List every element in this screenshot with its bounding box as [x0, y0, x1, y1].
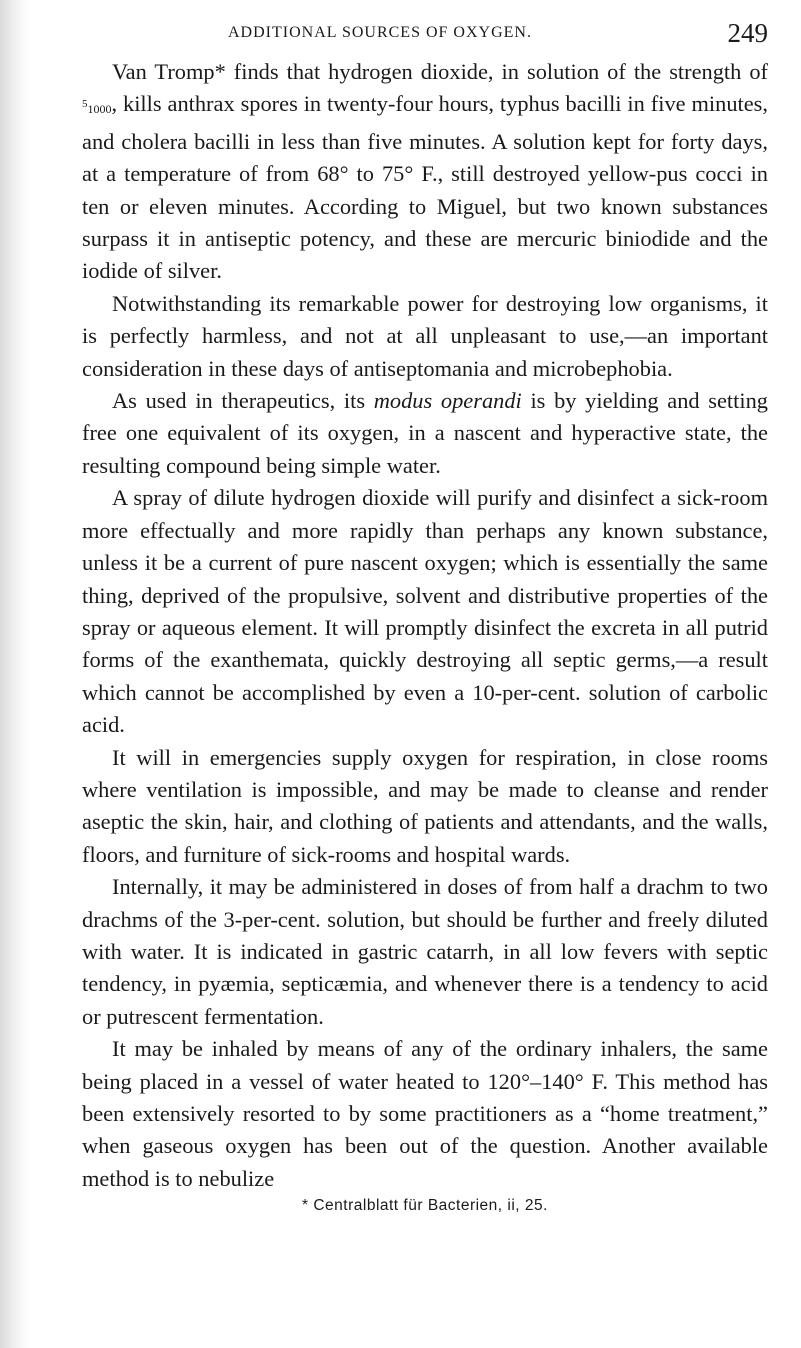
paragraph-1: Van Tromp* finds that hydrogen dioxide, in solution of the strength of $^5$1000, kills anthrax spores in twenty-four hours, typhus bacilli in five minutes, and cholera bacilli in less than five minutes. A solution kept for forty days, at a temperature of from 68° to 75° F., still destroyed yellow-pus cocci in ten or eleven minutes. According to Miguel, but two known substances surpass it in antiseptic potency, and these are mercuric biniodide and the iodide of silver. [82, 59, 768, 284]
paragraph-7: It may be inhaled by means of any of the ordinary inhalers, the same being placed in a vessel of water heated to 120°–140° F. This method has been extensively resorted to by some practitioners as a “home treatment,” when gaseous oxygen has been out of the question. Another available method is to nebulize [82, 1036, 768, 1191]
page-header [82, 10, 768, 56]
italic-phrase: modus operandi [373, 388, 522, 414]
paragraph-2: Notwithstanding its remarkable power for destroying low organisms, it is perfectly harmless, and not at all unpleasant to use,—an important consideration in these days of antiseptomania and microbephobia. [82, 290, 768, 381]
paragraph-4: A spray of dilute hydrogen dioxide will purify and disinfect a sick-room more effectually and more rapidly than perhaps any known substance, unless it be a current of pure nascent oxygen; which is essentially the same thing, deprived of the propulsive, solvent and distributive properties of the spray or aqueous element. It will promptly disinfect the excreta in all putrid forms of the exanthemata, quickly destroying all septic germs,—a result which cannot be accomplished by even a 10-per-cent. solution of carbolic acid. [82, 485, 768, 738]
body-text [82, 56, 768, 1195]
paragraph-5: It will in emergencies supply oxygen for respiration, in close rooms where ventilation is impossible, and may be made to cleanse and render aseptic the skin, hair, and clothing of patients and attendants, and the walls, floors, and furniture of sick-rooms and hospital wards. [82, 744, 768, 867]
fraction: $^5$1000 [82, 98, 112, 117]
page-number: 249 [727, 18, 768, 48]
scan-edge-shadow [0, 0, 30, 1348]
book-page [82, 10, 768, 1215]
footnote: * Centralblatt für Bacterien, ii, 25. [302, 1197, 548, 1215]
running-title: ADDITIONAL SOURCES OF OXYGEN. [228, 24, 532, 41]
paragraph-3: As used in therapeutics, its modus operandi is by yielding and setting free one equivalent of its oxygen, in a nascent and hyperactive state, the resulting compound being simple water. [82, 388, 768, 478]
paragraph-6: Internally, it may be administered in doses of from half a drachm to two drachms of the 3-per-cent. solution, but should be further and freely diluted with water. It is indicated in gastric catarrh, in all low fevers with septic tendency, in pyæmia, septicæmia, and whenever there is a tendency to acid or putrescent fermentation. [82, 874, 768, 1029]
